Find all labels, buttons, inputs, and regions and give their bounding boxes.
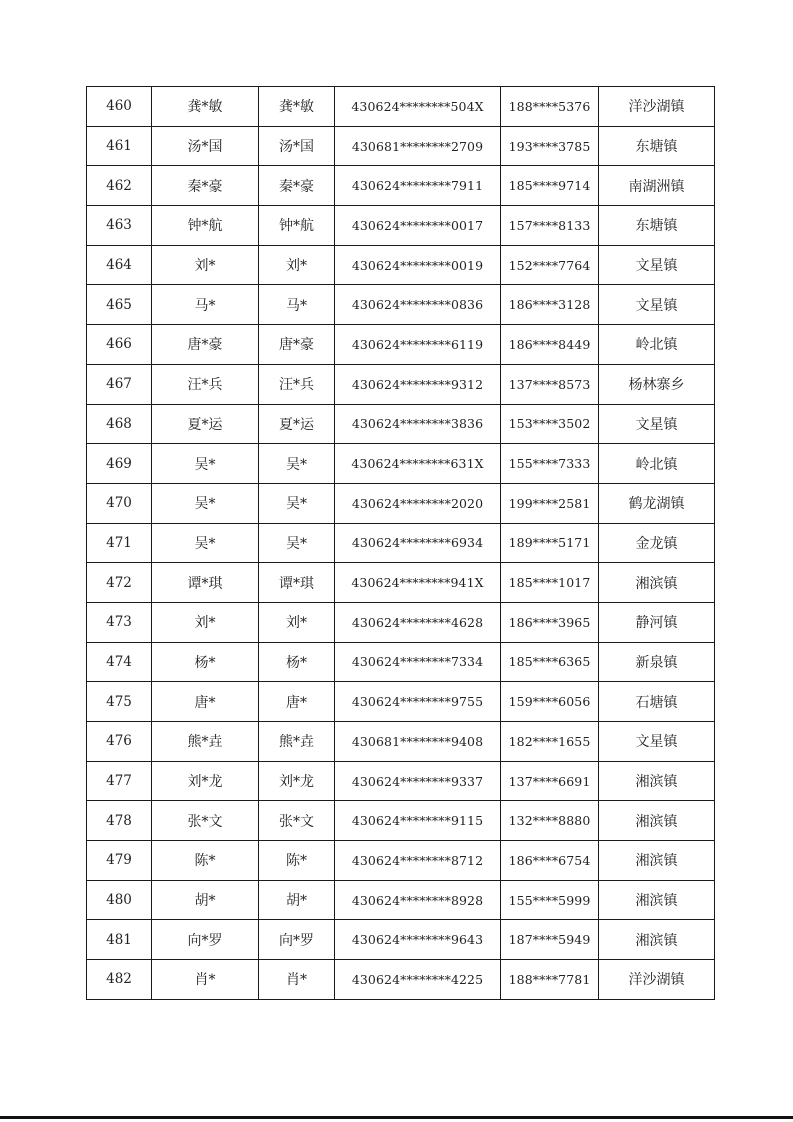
table-row bbox=[87, 285, 715, 325]
name-repeat-cell: 吴* bbox=[259, 523, 335, 563]
name-repeat-cell: 陈* bbox=[259, 841, 335, 881]
town-cell: 洋沙湖镇 bbox=[599, 87, 715, 127]
name-cell: 杨* bbox=[152, 642, 259, 682]
row-number-cell: 462 bbox=[87, 166, 152, 206]
town-cell: 岭北镇 bbox=[599, 325, 715, 365]
town-cell: 洋沙湖镇 bbox=[599, 960, 715, 1000]
phone-cell: 185****6365 bbox=[501, 642, 599, 682]
name-cell: 马* bbox=[152, 285, 259, 325]
phone-cell: 185****9714 bbox=[501, 166, 599, 206]
phone-cell: 182****1655 bbox=[501, 722, 599, 762]
town-cell: 东塘镇 bbox=[599, 206, 715, 246]
id-number-cell: 430624********9337 bbox=[335, 761, 501, 801]
town-cell: 湘滨镇 bbox=[599, 761, 715, 801]
name-repeat-cell: 龚*敏 bbox=[259, 87, 335, 127]
name-repeat-cell: 肖* bbox=[259, 960, 335, 1000]
name-repeat-cell: 向*罗 bbox=[259, 920, 335, 960]
row-number-cell: 468 bbox=[87, 404, 152, 444]
name-repeat-cell: 汪*兵 bbox=[259, 364, 335, 404]
name-repeat-cell: 吴* bbox=[259, 444, 335, 484]
name-repeat-cell: 唐* bbox=[259, 682, 335, 722]
row-number-cell: 473 bbox=[87, 602, 152, 642]
table-row bbox=[87, 602, 715, 642]
id-number-cell: 430624********7334 bbox=[335, 642, 501, 682]
town-cell: 湘滨镇 bbox=[599, 841, 715, 881]
town-cell: 鹤龙湖镇 bbox=[599, 483, 715, 523]
name-repeat-cell: 刘* bbox=[259, 245, 335, 285]
name-cell: 刘* bbox=[152, 245, 259, 285]
name-cell: 吴* bbox=[152, 444, 259, 484]
row-number-cell: 476 bbox=[87, 722, 152, 762]
phone-cell: 157****8133 bbox=[501, 206, 599, 246]
table-row bbox=[87, 960, 715, 1000]
table-row bbox=[87, 722, 715, 762]
id-number-cell: 430624********3836 bbox=[335, 404, 501, 444]
town-cell: 金龙镇 bbox=[599, 523, 715, 563]
table-row bbox=[87, 364, 715, 404]
name-cell: 吴* bbox=[152, 483, 259, 523]
table-row bbox=[87, 642, 715, 682]
id-number-cell: 430624********0836 bbox=[335, 285, 501, 325]
phone-cell: 185****1017 bbox=[501, 563, 599, 603]
town-cell: 文星镇 bbox=[599, 404, 715, 444]
id-number-cell: 430624********4225 bbox=[335, 960, 501, 1000]
table-row bbox=[87, 166, 715, 206]
phone-cell: 186****3128 bbox=[501, 285, 599, 325]
phone-cell: 152****7764 bbox=[501, 245, 599, 285]
name-cell: 陈* bbox=[152, 841, 259, 881]
id-number-cell: 430624********0019 bbox=[335, 245, 501, 285]
name-cell: 唐*豪 bbox=[152, 325, 259, 365]
row-number-cell: 479 bbox=[87, 841, 152, 881]
name-repeat-cell: 吴* bbox=[259, 483, 335, 523]
table-row bbox=[87, 761, 715, 801]
name-repeat-cell: 刘*龙 bbox=[259, 761, 335, 801]
name-cell: 汪*兵 bbox=[152, 364, 259, 404]
town-cell: 南湖洲镇 bbox=[599, 166, 715, 206]
id-number-cell: 430624********9115 bbox=[335, 801, 501, 841]
name-cell: 熊*垚 bbox=[152, 722, 259, 762]
name-cell: 龚*敏 bbox=[152, 87, 259, 127]
id-number-cell: 430624********6934 bbox=[335, 523, 501, 563]
row-number-cell: 461 bbox=[87, 126, 152, 166]
phone-cell: 186****8449 bbox=[501, 325, 599, 365]
name-repeat-cell: 谭*琪 bbox=[259, 563, 335, 603]
name-cell: 夏*运 bbox=[152, 404, 259, 444]
id-number-cell: 430624********4628 bbox=[335, 602, 501, 642]
town-cell: 杨林寨乡 bbox=[599, 364, 715, 404]
phone-cell: 199****2581 bbox=[501, 483, 599, 523]
id-number-cell: 430681********9408 bbox=[335, 722, 501, 762]
row-number-cell: 469 bbox=[87, 444, 152, 484]
table-row bbox=[87, 87, 715, 127]
name-cell: 谭*琪 bbox=[152, 563, 259, 603]
name-cell: 肖* bbox=[152, 960, 259, 1000]
table-row bbox=[87, 801, 715, 841]
name-repeat-cell: 钟*航 bbox=[259, 206, 335, 246]
row-number-cell: 460 bbox=[87, 87, 152, 127]
town-cell: 静河镇 bbox=[599, 602, 715, 642]
town-cell: 湘滨镇 bbox=[599, 563, 715, 603]
phone-cell: 188****7781 bbox=[501, 960, 599, 1000]
id-number-cell: 430624********8712 bbox=[335, 841, 501, 881]
name-cell: 钟*航 bbox=[152, 206, 259, 246]
row-number-cell: 467 bbox=[87, 364, 152, 404]
town-cell: 湘滨镇 bbox=[599, 920, 715, 960]
row-number-cell: 481 bbox=[87, 920, 152, 960]
town-cell: 岭北镇 bbox=[599, 444, 715, 484]
table-row bbox=[87, 404, 715, 444]
phone-cell: 153****3502 bbox=[501, 404, 599, 444]
page-bottom-rule bbox=[0, 1116, 793, 1119]
name-repeat-cell: 夏*运 bbox=[259, 404, 335, 444]
name-repeat-cell: 汤*国 bbox=[259, 126, 335, 166]
name-cell: 唐* bbox=[152, 682, 259, 722]
table-row bbox=[87, 563, 715, 603]
table-row bbox=[87, 206, 715, 246]
table-row bbox=[87, 841, 715, 881]
roster-table-body bbox=[87, 87, 715, 1000]
id-number-cell: 430624********8928 bbox=[335, 880, 501, 920]
id-number-cell: 430624********6119 bbox=[335, 325, 501, 365]
row-number-cell: 465 bbox=[87, 285, 152, 325]
town-cell: 文星镇 bbox=[599, 285, 715, 325]
name-repeat-cell: 刘* bbox=[259, 602, 335, 642]
name-repeat-cell: 杨* bbox=[259, 642, 335, 682]
id-number-cell: 430681********2709 bbox=[335, 126, 501, 166]
name-cell: 吴* bbox=[152, 523, 259, 563]
row-number-cell: 478 bbox=[87, 801, 152, 841]
phone-cell: 155****7333 bbox=[501, 444, 599, 484]
id-number-cell: 430624********2020 bbox=[335, 483, 501, 523]
table-row bbox=[87, 682, 715, 722]
row-number-cell: 474 bbox=[87, 642, 152, 682]
town-cell: 新泉镇 bbox=[599, 642, 715, 682]
roster-table-container bbox=[86, 86, 714, 1000]
town-cell: 文星镇 bbox=[599, 245, 715, 285]
phone-cell: 187****5949 bbox=[501, 920, 599, 960]
table-row bbox=[87, 523, 715, 563]
table-row bbox=[87, 880, 715, 920]
table-row bbox=[87, 483, 715, 523]
id-number-cell: 430624********504X bbox=[335, 87, 501, 127]
row-number-cell: 472 bbox=[87, 563, 152, 603]
town-cell: 东塘镇 bbox=[599, 126, 715, 166]
phone-cell: 159****6056 bbox=[501, 682, 599, 722]
row-number-cell: 464 bbox=[87, 245, 152, 285]
phone-cell: 155****5999 bbox=[501, 880, 599, 920]
name-cell: 胡* bbox=[152, 880, 259, 920]
row-number-cell: 475 bbox=[87, 682, 152, 722]
town-cell: 湘滨镇 bbox=[599, 801, 715, 841]
phone-cell: 188****5376 bbox=[501, 87, 599, 127]
id-number-cell: 430624********9312 bbox=[335, 364, 501, 404]
id-number-cell: 430624********941X bbox=[335, 563, 501, 603]
phone-cell: 189****5171 bbox=[501, 523, 599, 563]
table-row bbox=[87, 325, 715, 365]
town-cell: 文星镇 bbox=[599, 722, 715, 762]
name-cell: 汤*国 bbox=[152, 126, 259, 166]
table-row bbox=[87, 126, 715, 166]
row-number-cell: 470 bbox=[87, 483, 152, 523]
table-row bbox=[87, 444, 715, 484]
row-number-cell: 463 bbox=[87, 206, 152, 246]
table-row bbox=[87, 920, 715, 960]
name-cell: 刘* bbox=[152, 602, 259, 642]
id-number-cell: 430624********9755 bbox=[335, 682, 501, 722]
name-repeat-cell: 熊*垚 bbox=[259, 722, 335, 762]
phone-cell: 186****3965 bbox=[501, 602, 599, 642]
name-repeat-cell: 马* bbox=[259, 285, 335, 325]
table-row bbox=[87, 245, 715, 285]
id-number-cell: 430624********0017 bbox=[335, 206, 501, 246]
name-cell: 向*罗 bbox=[152, 920, 259, 960]
row-number-cell: 466 bbox=[87, 325, 152, 365]
town-cell: 石塘镇 bbox=[599, 682, 715, 722]
roster-table bbox=[86, 86, 715, 1000]
phone-cell: 137****8573 bbox=[501, 364, 599, 404]
phone-cell: 137****6691 bbox=[501, 761, 599, 801]
name-cell: 张*文 bbox=[152, 801, 259, 841]
phone-cell: 186****6754 bbox=[501, 841, 599, 881]
row-number-cell: 482 bbox=[87, 960, 152, 1000]
id-number-cell: 430624********631X bbox=[335, 444, 501, 484]
phone-cell: 132****8880 bbox=[501, 801, 599, 841]
id-number-cell: 430624********7911 bbox=[335, 166, 501, 206]
id-number-cell: 430624********9643 bbox=[335, 920, 501, 960]
town-cell: 湘滨镇 bbox=[599, 880, 715, 920]
name-repeat-cell: 胡* bbox=[259, 880, 335, 920]
row-number-cell: 480 bbox=[87, 880, 152, 920]
row-number-cell: 471 bbox=[87, 523, 152, 563]
name-cell: 秦*豪 bbox=[152, 166, 259, 206]
name-repeat-cell: 张*文 bbox=[259, 801, 335, 841]
row-number-cell: 477 bbox=[87, 761, 152, 801]
name-repeat-cell: 秦*豪 bbox=[259, 166, 335, 206]
name-cell: 刘*龙 bbox=[152, 761, 259, 801]
name-repeat-cell: 唐*豪 bbox=[259, 325, 335, 365]
phone-cell: 193****3785 bbox=[501, 126, 599, 166]
